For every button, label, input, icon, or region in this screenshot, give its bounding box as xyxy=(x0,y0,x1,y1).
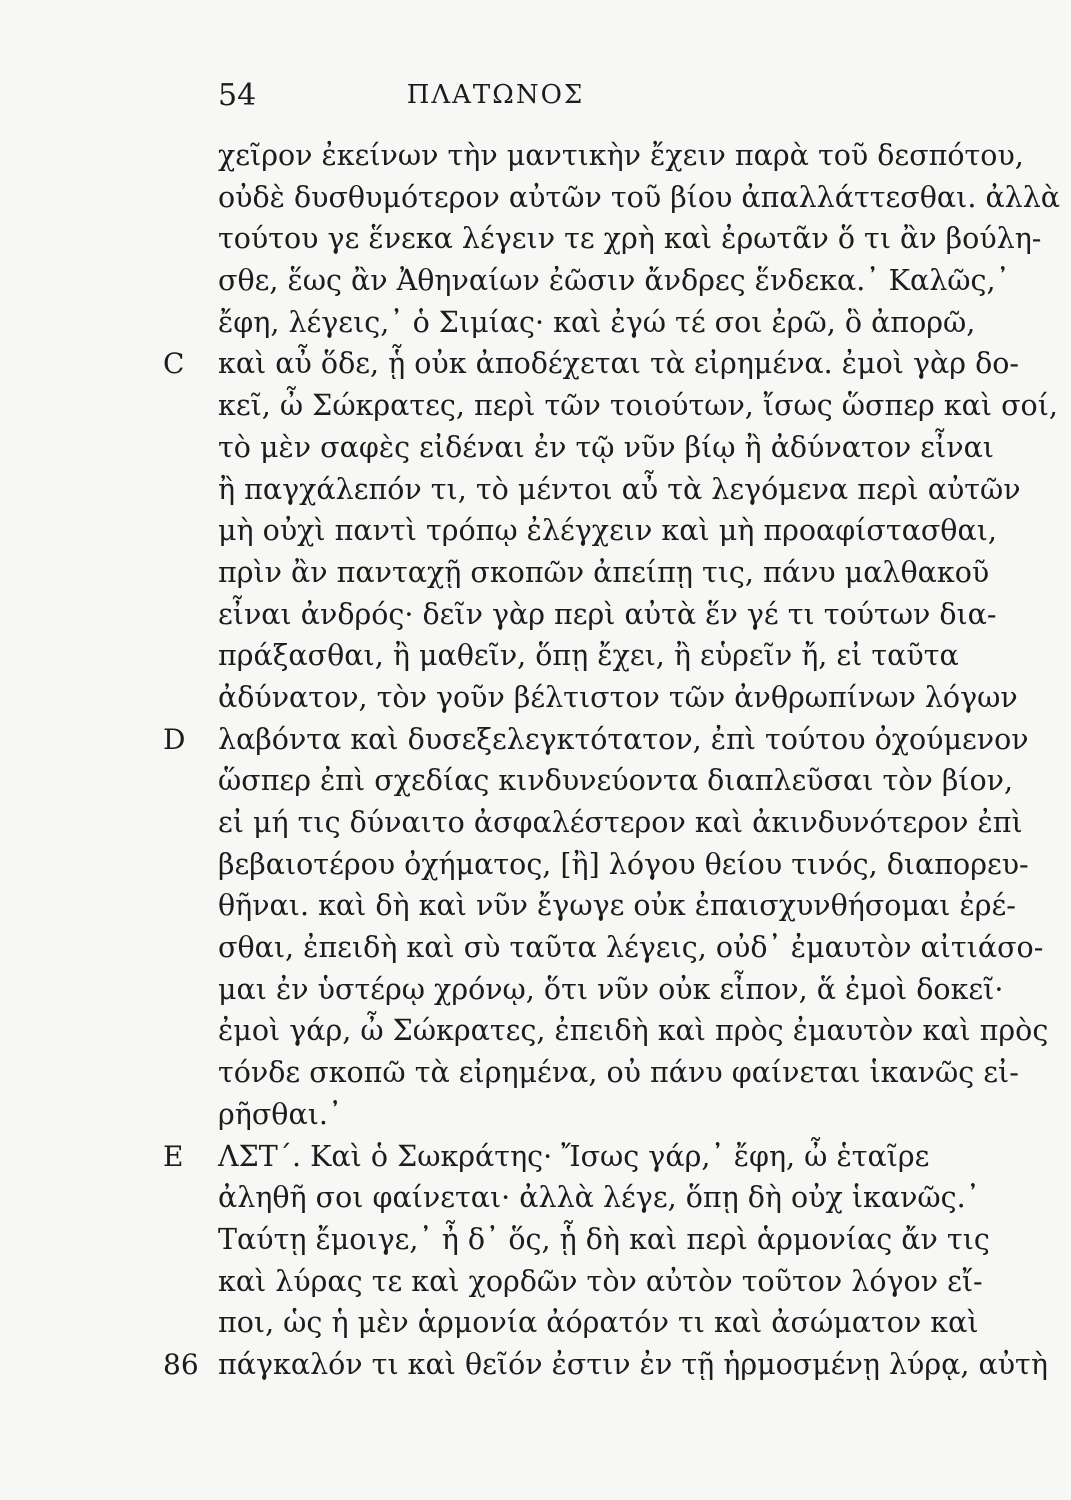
line-text: ΛΣΤ΄. Καὶ ὁ Σωκράτης· Ἴσως γάρ,᾿ ἔφη, ὦ ἑταῖρε xyxy=(218,1139,930,1173)
text-line xyxy=(218,385,1058,427)
body-text xyxy=(163,135,1061,1386)
line-text: λαβόντα καὶ δυσεξελεγκτότατον, ἐπὶ τούτου ὀχούμενον xyxy=(218,722,1029,756)
text-line xyxy=(218,969,1004,1011)
margin-reference: D xyxy=(163,722,186,756)
text-line xyxy=(218,218,1042,260)
text-line xyxy=(218,1219,998,1261)
text-line xyxy=(218,1010,1049,1052)
line-text: θῆναι. καὶ δὴ καὶ νῦν ἔγωγε οὐκ ἐπαισχυνθήσομαι ἐρέ- xyxy=(218,889,1016,923)
text-line xyxy=(218,427,998,469)
line-text: μαι ἐν ὑστέρῳ χρόνῳ, ὅτι νῦν οὐκ εἶπον, ἅ ἐμοὶ δοκεῖ· xyxy=(218,972,1004,1006)
margin-reference: 86 xyxy=(163,1347,199,1381)
line-text: ἀληθῆ σοι φαίνεται· ἀλλὰ λέγε, ὅπῃ δὴ οὐχ ἱκανῶς.᾿ xyxy=(218,1181,980,1215)
line-text: ὥσπερ ἐπὶ σχεδίας κινδυνεύοντα διαπλεῦσαι τὸν βίον, xyxy=(218,764,1014,798)
text-line xyxy=(218,1302,998,1344)
text-line xyxy=(218,510,998,552)
text-line xyxy=(218,802,1023,844)
line-text: εἶναι ἀνδρός· δεῖν γὰρ περὶ αὐτὰ ἕν γέ τι τούτων δια- xyxy=(218,597,997,631)
text-line xyxy=(218,260,1010,302)
line-text: τούτου γε ἕνεκα λέγειν τε χρὴ καὶ ἐρωτᾶν ὅ τι ἂν βούλη- xyxy=(218,222,1042,256)
text-line xyxy=(218,885,1016,927)
line-text: ποι, ὡς ἡ μὲν ἁρμονία ἀόρατόν τι καὶ ἀσώματον καὶ xyxy=(218,1306,979,1340)
margin-reference: C xyxy=(163,347,185,381)
text-line xyxy=(163,1136,998,1178)
margin-reference: E xyxy=(163,1139,184,1173)
text-line xyxy=(218,844,1029,886)
text-line xyxy=(218,1094,998,1136)
text-line xyxy=(218,177,1061,219)
line-text: ἔφη, λέγεις,᾿ ὁ Σιμίας· καὶ ἐγώ τέ σοι ἐρῶ, ὃ ἀπορῶ, xyxy=(218,305,976,339)
line-text: ἀδύνατον, τὸν γοῦν βέλτιστον τῶν ἀνθρωπίνων λόγων xyxy=(218,680,1018,714)
line-text: χεῖρον ἐκείνων τὴν μαντικὴν ἔχειν παρὰ τοῦ δεσπότου, xyxy=(218,139,1024,172)
line-text: ἢ παγχάλεπόν τι, τὸ μέντοι αὖ τὰ λεγόμενα περὶ αὐτῶν xyxy=(218,472,1021,506)
text-line xyxy=(163,1344,1048,1386)
line-text: οὐδὲ δυσθυμότερον αὐτῶν τοῦ βίου ἀπαλλάττεσθαι. ἀλλὰ xyxy=(218,180,1061,214)
line-text: πάγκαλόν τι καὶ θεῖόν ἐστιν ἐν τῇ ἡρμοσμένῃ λύρᾳ, αὐτὴ xyxy=(218,1347,1048,1381)
line-text: καὶ λύρας τε καὶ χορδῶν τὸν αὐτὸν τοῦτον λόγον εἴ- xyxy=(218,1264,983,1298)
page-number: 54 xyxy=(218,78,257,113)
line-text: ἐμοὶ γάρ, ὦ Σώκρατες, ἐπειδὴ καὶ πρὸς ἐμαυτὸν καὶ πρὸς xyxy=(218,1014,1049,1048)
text-line xyxy=(163,343,1020,385)
running-head: ΠΛΑΤΩΝΟΣ xyxy=(406,80,585,110)
line-text: μὴ οὐχὶ παντὶ τρόπῳ ἐλέγχειν καὶ μὴ προαφίστασθαι, xyxy=(218,514,997,548)
line-text: Ταύτῃ ἔμοιγε,᾿ ἦ δ᾿ ὅς, ᾗ δὴ καὶ περὶ ἁρμονίας ἄν τις xyxy=(218,1222,990,1256)
text-line xyxy=(218,927,1044,969)
text-line xyxy=(218,760,1014,802)
text-line xyxy=(218,1177,998,1219)
text-line xyxy=(163,719,1029,761)
line-text: καὶ αὖ ὅδε, ᾗ οὐκ ἀποδέχεται τὰ εἰρημένα. ἐμοὶ γὰρ δο- xyxy=(218,347,1020,381)
text-line xyxy=(218,635,998,677)
text-line xyxy=(218,302,998,344)
text-line xyxy=(218,552,998,594)
page-header xyxy=(218,78,773,118)
line-text: πράξασθαι, ἢ μαθεῖν, ὅπῃ ἔχει, ἢ εὑρεῖν ἤ, εἰ ταῦτα xyxy=(218,639,959,673)
text-line xyxy=(218,677,1018,719)
text-line xyxy=(218,594,998,636)
line-text: βεβαιοτέρου ὀχήματος, [ἢ] λόγου θείου τινός, διαπορευ- xyxy=(218,847,1029,881)
line-text: τόνδε σκοπῶ τὰ εἰρημένα, οὐ πάνυ φαίνεται ἱκανῶς εἰ- xyxy=(218,1056,1019,1090)
line-text: εἰ μή τις δύναιτο ἀσφαλέστερον καὶ ἀκινδυνότερον ἐπὶ xyxy=(218,806,1023,839)
line-text: ρῆσθαι.᾿ xyxy=(218,1097,343,1131)
line-text: σθαι, ἐπειδὴ καὶ σὺ ταῦτα λέγεις, οὐδ᾿ ἐμαυτὸν αἰτιάσο- xyxy=(218,931,1044,965)
line-text: τὸ μὲν σαφὲς εἰδέναι ἐν τῷ νῦν βίῳ ἢ ἀδύνατον εἶναι xyxy=(218,430,994,464)
line-text: κεῖ, ὦ Σώκρατες, περὶ τῶν τοιούτων, ἴσως ὥσπερ καὶ σοί, xyxy=(218,389,1058,423)
text-line xyxy=(218,469,1021,511)
line-text: πρὶν ἂν πανταχῇ σκοπῶν ἀπείπῃ τις, πάνυ μαλθακοῦ xyxy=(218,555,990,589)
text-line xyxy=(218,1052,1019,1094)
line-text: σθε, ἕως ἂν Ἀθηναίων ἐῶσιν ἄνδρες ἕνδεκα.᾿ Καλῶς,᾿ xyxy=(218,264,1010,298)
text-line xyxy=(218,1261,998,1303)
text-line xyxy=(218,135,1024,177)
